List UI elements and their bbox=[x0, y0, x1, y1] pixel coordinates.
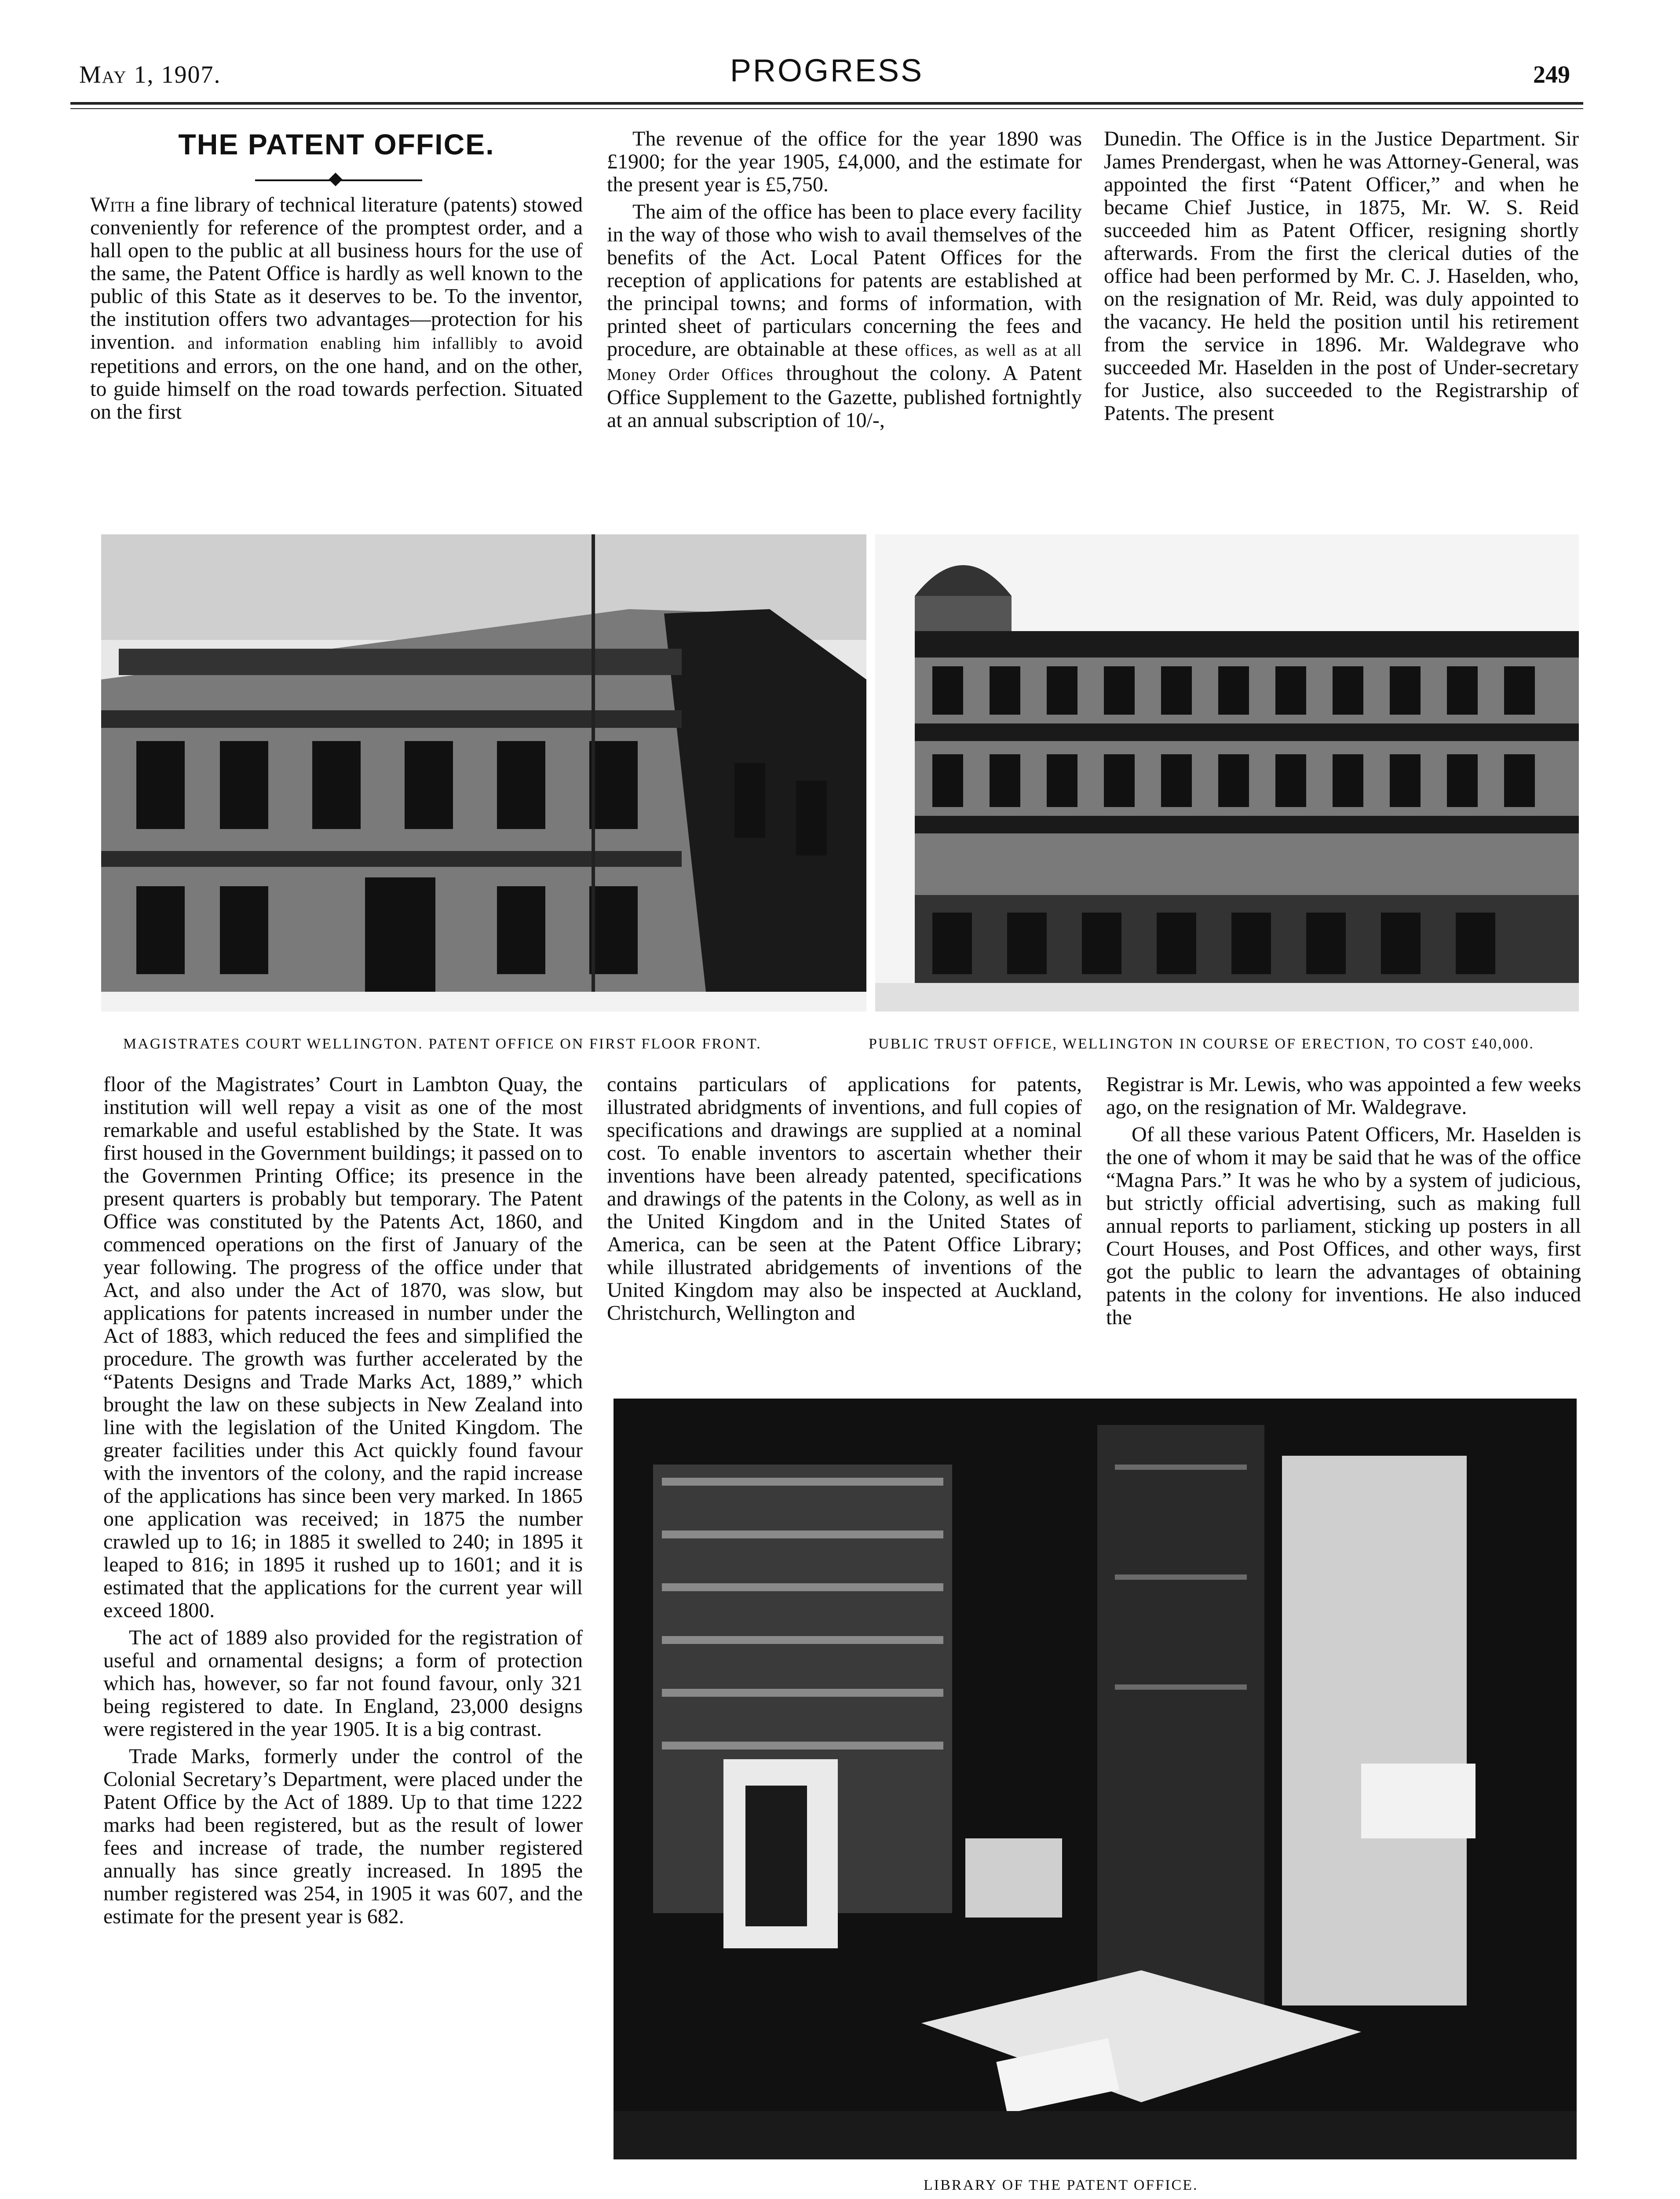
haselden-paragraph: Of all these various Patent Officers, Mr. Haselden is the one of whom it may be said that he was of the office “Magna Pars.” It was he who by a system of judicious, but strictly official advertising, such as making full annual reports to parliament, sticking up posters in all Court Houses, and Post Offices, and other ways, first got the public to learn the advantages of obtaining patents in the colony for inventions. He also induced the bbox=[1106, 1123, 1581, 1329]
upper-column-3 bbox=[1104, 128, 1579, 429]
trade-marks-paragraph: Trade Marks, formerly under the control of the Colonial Secretary’s Department, were placed under the Patent Office by the Act of 1889. Up to that time 1222 marks had been registered, but as the result of lower fees and increase of trade, the number registered annually has since greatly increased. In 1895 the number registered was 254, in 1905 it was 607, and the estimate for the present year is 682. bbox=[103, 1745, 583, 1928]
designs-paragraph: The act of 1889 also provided for the registration of useful and ornamental designs; a form of protection which has, however, so far not found favour, only 321 being registered to date. In England, 23,000 designs were registered in the year 1905. It is a big contrast. bbox=[103, 1626, 583, 1741]
aim-text-end: throughout the colony. A Patent Office Supplement to the Gazette, published fortnightly at an annual subscription of 10/-, bbox=[607, 362, 1082, 432]
lower-column-1 bbox=[103, 1073, 583, 1932]
intro-end: avoid repetitions and errors, on the one hand, and on the other, to guide himself on the road towards perfection. Situated on the first bbox=[90, 330, 583, 424]
intro-text: a fine library of technical literature (patents) stowed conveniently for reference of the promptest order, and a hall open to the public at all business hours for the use of the same, the Patent Office is hardly as well known to the public of this State as it deserves to be. To the inventor, the institution offers two advantages—protection for his invention. bbox=[90, 193, 583, 354]
aim-paragraph bbox=[607, 201, 1082, 432]
history-paragraph: floor of the Magistrates’ Court in Lambton Quay, the institution will well repay a visit as one of the most remarkable and useful established by the State. It was first housed in the Government buildings; it passed on to the Governmen Printing Office; its presence in the present quarters is probably but temporary. The Patent Office was constituted by the Patents Act, 1860, and commenced operations on the first of January of the year following. The progress of the office under that Act, and also under the Act of 1870, was slow, but applications for patents increased in number under the Act of 1883, which reduced the fees and simplified the procedure. The growth was further accelerated by the “Patents Designs and Trade Marks Act, 1889,” which brought the law on these subjects in New Zealand into line with the legislation of the United Kingdom. The greater facilities under this Act quickly found favour with the inventors of the colony, and the rapid increase of the applications has since been very marked. In 1865 one application was received; in 1875 the number crawled up to 16; in 1885 it swelled to 240; in 1895 it leaped to 816; in 1895 it rushed up to 1601; and it is estimated that the applications for the current year will exceed 1800. bbox=[103, 1073, 583, 1622]
header-rule bbox=[70, 102, 1583, 105]
drop-word: With bbox=[90, 193, 135, 216]
issue-date: May 1, 1907. bbox=[79, 61, 221, 88]
upper-column-2 bbox=[607, 128, 1082, 436]
officers-paragraph: Dunedin. The Office is in the Justice Department. Sir James Prendergast, when he was Attorney-General, was appointed the first “Patent Officer,” and when he became Chief Justice, in 1875, Mr. W. S. Reid succeeded him as Patent Officer, resigning shortly afterwards. From the first the clerical duties of the office had been performed by Mr. C. J. Haselden, who, on the resignation of Mr. Reid, was duly appointed to the vacancy. He held the position until his retirement from the service in 1896. Mr. Waldegrave who succeeded Mr. Haselden in the post of Under-secretary for Justice, also succeeded to the Registrarship of Patents. The present bbox=[1104, 127, 1579, 425]
magistrates-court-caption: MAGISTRATES COURT WELLINGTON. PATENT OFFICE ON FIRST FLOOR FRONT. bbox=[123, 1036, 762, 1052]
revenue-paragraph: The revenue of the office for the year 1890 was £1900; for the year 1905, £4,000, and the estimate for the present year is £5,750. bbox=[607, 127, 1082, 196]
page-header bbox=[70, 53, 1583, 101]
small-type-line: and information enabling him infallibly to bbox=[187, 334, 524, 353]
magistrates-court-photo bbox=[101, 534, 866, 1012]
lower-column-2 bbox=[607, 1073, 1082, 1329]
public-trust-caption: PUBLIC TRUST OFFICE, WELLINGTON IN COURSE OF ERECTION, TO COST £40,000. bbox=[869, 1036, 1534, 1052]
registrar-paragraph: Registrar is Mr. Lewis, who was appointed a few weeks ago, on the resignation of Mr. Waldegrave. bbox=[1106, 1073, 1581, 1119]
upper-column-1 bbox=[90, 194, 583, 428]
article-title: THE PATENT OFFICE. bbox=[178, 128, 495, 161]
library-caption: LIBRARY OF THE PATENT OFFICE. bbox=[924, 2177, 1198, 2193]
patent-library-photo bbox=[614, 1399, 1577, 2159]
page-number: 249 bbox=[1533, 61, 1570, 88]
publication-title: PROGRESS bbox=[730, 53, 924, 88]
public-trust-office-photo bbox=[875, 534, 1579, 1012]
header-rule-thin bbox=[70, 108, 1583, 109]
intro-paragraph bbox=[90, 194, 583, 424]
small-type-line: offices, as well as at all Money Order Offices bbox=[607, 341, 1082, 384]
library-paragraph: contains particulars of applications for patents, illustrated abridgments of inventions, and full copies of specifications and drawings are supplied at a nominal cost. To enable inventors to ascertain whether their inventions have been already patented, specifications and drawings of the patents in the Colony, as well as in the United Kingdom and in the United States of America, can be seen at the Patent Office Library; while illustrated abridgements of inventions of the United Kingdom may also be inspected at Auckland, Christchurch, Wellington and bbox=[607, 1073, 1082, 1325]
lower-column-3 bbox=[1106, 1073, 1581, 1333]
title-divider bbox=[255, 179, 422, 181]
aim-text: The aim of the office has been to place every facility in the way of those who wish to avail themselves of the benefits of the Act. Local Patent Offices for the reception of applications for patents are established at the principal towns; and forms of information, with printed sheet of particulars concerning the fees and procedure, are obtainable at these bbox=[607, 200, 1082, 361]
